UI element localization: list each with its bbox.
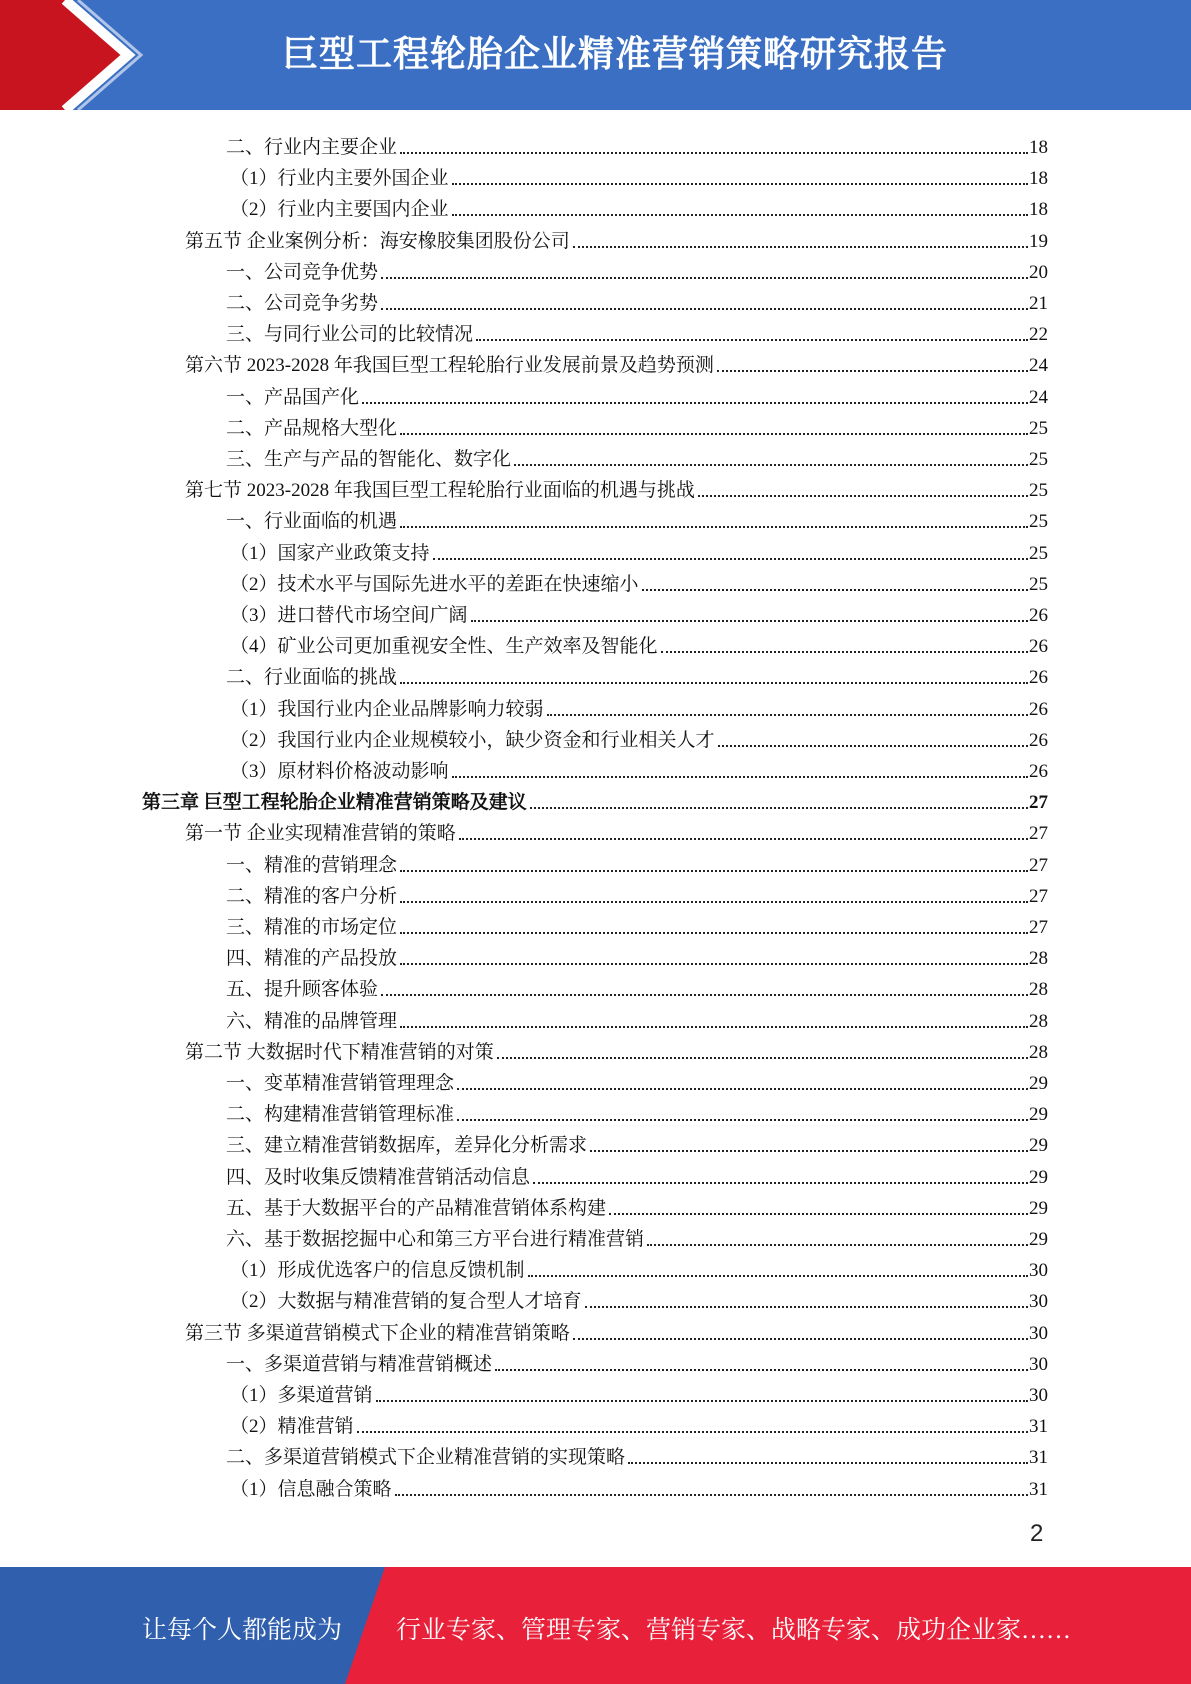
toc-entry-page: 29	[1029, 1229, 1048, 1250]
toc-entry[interactable]	[226, 1158, 1048, 1189]
toc-entry-page: 19	[1029, 230, 1048, 252]
toc-entry-page: 31	[1029, 1447, 1048, 1469]
toc-dot-leader	[376, 1400, 1028, 1402]
toc-entry-title: （3）原材料价格波动影响	[230, 761, 449, 782]
toc-entry-page: 18	[1029, 137, 1048, 158]
toc-dot-leader	[457, 1119, 1028, 1121]
toc-entry-title: 一、多渠道营销与精准营销概述	[226, 1353, 493, 1375]
toc-entry-page: 27	[1029, 885, 1048, 907]
toc-dot-leader	[476, 339, 1028, 341]
toc-dot-leader	[547, 714, 1028, 716]
toc-entry[interactable]	[185, 346, 1048, 377]
toc-entry-page: 28	[1029, 948, 1048, 970]
toc-entry[interactable]	[226, 1345, 1048, 1376]
toc-entry-title: 第三节 多渠道营销模式下企业的精准营销策略	[185, 1322, 570, 1344]
toc-entry-page: 25	[1029, 573, 1048, 595]
toc-dot-leader	[528, 1275, 1028, 1277]
report-title: 巨型工程轮胎企业精准营销策略研究报告	[282, 34, 949, 75]
toc-entry-title: （4）矿业公司更加重视安全性、生产效率及智能化	[230, 636, 658, 658]
toc-dot-leader	[433, 558, 1028, 560]
toc-entry-title: （1）形成优选客户的信息反馈机制	[230, 1260, 525, 1282]
toc-entry[interactable]	[230, 565, 1048, 596]
toc-entry-page: 18	[1029, 199, 1048, 221]
toc-dot-leader	[452, 776, 1028, 778]
toc-entry-page: 21	[1029, 293, 1048, 314]
page-header	[0, 0, 1191, 110]
toc-dot-leader	[400, 932, 1028, 934]
toc-entry-page: 29	[1029, 1197, 1048, 1219]
toc-entry-title: 三、生产与产品的智能化、数字化	[226, 449, 512, 470]
toc-entry-page: 25	[1029, 511, 1048, 533]
toc-dot-leader	[452, 214, 1028, 216]
toc-entry-page: 25	[1029, 449, 1048, 470]
toc-entry-page: 29	[1029, 1135, 1048, 1157]
toc-entry-page: 28	[1029, 979, 1048, 1001]
toc-entry-page: 27	[1029, 854, 1048, 876]
toc-entry[interactable]	[230, 1470, 1048, 1501]
toc-entry-page: 24	[1029, 355, 1048, 377]
toc-entry[interactable]	[226, 1002, 1048, 1033]
toc-dot-leader	[495, 1369, 1028, 1371]
toc-entry[interactable]	[230, 596, 1048, 627]
toc-entry-title: （2）大数据与精准营销的复合型人才培育	[230, 1291, 582, 1313]
toc-dot-leader	[642, 589, 1028, 591]
toc-entry-page: 27	[1029, 823, 1048, 845]
toc-entry-title: （1）信息融合策略	[230, 1478, 392, 1500]
toc-entry-page: 30	[1029, 1260, 1048, 1282]
toc-dot-leader	[533, 1182, 1028, 1184]
toc-entry[interactable]	[226, 1064, 1048, 1095]
toc-entry-title: 一、精准的营销理念	[226, 854, 398, 876]
toc-entry-page: 29	[1029, 1073, 1048, 1094]
toc-entry[interactable]	[226, 1126, 1048, 1157]
toc-entry[interactable]	[230, 534, 1048, 565]
toc-entry-page: 25	[1029, 542, 1048, 564]
toc-entry[interactable]	[185, 1314, 1048, 1345]
toc-entry-page: 24	[1029, 386, 1048, 408]
toc-entry-title: （1）多渠道营销	[230, 1385, 373, 1406]
toc-dot-leader	[400, 152, 1028, 154]
toc-entry[interactable]	[226, 877, 1048, 908]
toc-dot-leader	[573, 246, 1028, 248]
toc-entry-title: （2）精准营销	[230, 1416, 354, 1438]
toc-dot-leader	[647, 1244, 1028, 1246]
toc-entry-page: 31	[1029, 1478, 1048, 1500]
toc-entry-title: 二、产品规格大型化	[226, 417, 398, 439]
toc-entry-page: 29	[1029, 1166, 1048, 1188]
toc-entry-title: 第二节 大数据时代下精准营销的对策	[185, 1041, 494, 1063]
toc-entry-title: 五、基于大数据平台的产品精准营销体系构建	[226, 1197, 607, 1219]
footer-slogan-left: 让每个人都能成为	[142, 1617, 343, 1644]
toc-dot-leader	[609, 1213, 1028, 1215]
toc-dot-leader	[400, 870, 1028, 872]
toc-dot-leader	[400, 682, 1028, 684]
toc-entry-title: 二、公司竞争劣势	[226, 293, 379, 314]
toc-entry-title: 一、行业面临的机遇	[226, 511, 398, 533]
toc-entry[interactable]	[230, 752, 1048, 783]
toc-dot-leader	[457, 1088, 1028, 1090]
toc-entry-title: （1）国家产业政策支持	[230, 542, 430, 564]
toc-entry[interactable]	[226, 253, 1048, 284]
toc-entry-title: 五、提升顾客体验	[226, 979, 379, 1001]
toc-entry-page: 26	[1029, 667, 1048, 689]
toc-entry-title: 三、建立精准营销数据库，差异化分析需求	[226, 1135, 588, 1157]
toc-dot-leader	[395, 1494, 1028, 1496]
toc-entry-title: 第六节 2023-2028 年我国巨型工程轮胎行业发展前景及趋势预测	[185, 355, 714, 377]
toc-entry[interactable]	[226, 908, 1048, 939]
toc-dot-leader	[718, 745, 1028, 747]
toc-entry[interactable]	[142, 783, 1048, 814]
toc-entry[interactable]	[230, 690, 1048, 721]
toc-dot-leader	[661, 651, 1028, 653]
toc-dot-leader	[717, 370, 1028, 372]
toc-entry-page: 30	[1029, 1322, 1048, 1344]
toc-entry-title: 第七节 2023-2028 年我国巨型工程轮胎行业面临的机遇与挑战	[185, 480, 695, 502]
toc-dot-leader	[514, 464, 1028, 466]
toc-dot-leader	[459, 838, 1028, 840]
toc-entry[interactable]	[226, 1438, 1048, 1469]
toc-entry[interactable]	[185, 814, 1048, 845]
toc-entry[interactable]	[226, 440, 1048, 471]
toc-entry[interactable]	[226, 315, 1048, 346]
toc-entry-title: 一、公司竞争优势	[226, 261, 379, 283]
toc-dot-leader	[585, 1306, 1028, 1308]
toc-entry-title: 一、产品国产化	[226, 386, 360, 408]
toc-entry-page: 26	[1029, 729, 1048, 751]
toc-entry-title: （2）行业内主要国内企业	[230, 199, 449, 221]
toc-entry-title: 二、行业面临的挑战	[226, 667, 398, 689]
toc-dot-leader	[573, 1338, 1028, 1340]
toc-entry-page: 26	[1029, 636, 1048, 658]
toc-entry[interactable]	[185, 222, 1048, 253]
toc-entry[interactable]	[230, 190, 1048, 221]
toc-entry-page: 30	[1029, 1291, 1048, 1313]
toc-dot-leader	[381, 308, 1028, 310]
toc-entry-page: 26	[1029, 698, 1048, 720]
toc-entry[interactable]	[230, 1251, 1048, 1282]
toc-entry-title: （1）我国行业内企业品牌影响力较弱	[230, 698, 544, 720]
toc-entry-page: 20	[1029, 261, 1048, 283]
toc-dot-leader	[628, 1462, 1028, 1464]
toc-entry-title: 三、精准的市场定位	[226, 917, 398, 938]
toc-entry-title: 第三章 巨型工程轮胎企业精准营销策略及建议	[142, 792, 527, 814]
toc-entry-page: 31	[1029, 1416, 1048, 1438]
toc-dot-leader	[590, 1150, 1028, 1152]
toc-entry-page: 29	[1029, 1104, 1048, 1126]
page-footer	[0, 1567, 1191, 1684]
toc-dot-leader	[400, 901, 1028, 903]
toc-entry-title: 一、变革精准营销管理理念	[226, 1073, 455, 1094]
toc-entry-page: 26	[1029, 761, 1048, 782]
toc-entry-page: 30	[1029, 1353, 1048, 1375]
toc-entry-title: 四、精准的产品投放	[226, 948, 398, 970]
toc-entry[interactable]	[226, 502, 1048, 533]
toc-entry[interactable]	[226, 1189, 1048, 1220]
toc-entry[interactable]	[226, 1220, 1048, 1251]
toc-dot-leader	[400, 1026, 1028, 1028]
toc-entry-page: 27	[1029, 792, 1048, 814]
toc-entry-page: 22	[1029, 324, 1048, 346]
toc-entry[interactable]	[230, 627, 1048, 658]
toc-entry[interactable]	[226, 939, 1048, 970]
toc-dot-leader	[698, 495, 1028, 497]
toc-dot-leader	[400, 433, 1028, 435]
toc-entry-title: 三、与同行业公司的比较情况	[226, 324, 474, 346]
toc-entry[interactable]	[226, 1095, 1048, 1126]
toc-dot-leader	[497, 1057, 1028, 1059]
toc-entry[interactable]	[230, 159, 1048, 190]
toc-entry[interactable]	[226, 128, 1048, 159]
toc-entry-title: 二、行业内主要企业	[226, 137, 398, 158]
toc-entry-title: 四、及时收集反馈精准营销活动信息	[226, 1166, 531, 1188]
toc-entry[interactable]	[230, 1407, 1048, 1438]
toc-dot-leader	[381, 994, 1028, 996]
toc-entry[interactable]	[226, 846, 1048, 877]
toc-entry[interactable]	[230, 1282, 1048, 1313]
toc-entry-title: （3）进口替代市场空间广阔	[230, 605, 468, 626]
toc-entry[interactable]	[185, 471, 1048, 502]
toc-entry-title: （2）我国行业内企业规模较小，缺少资金和行业相关人才	[230, 729, 715, 751]
toc-entry-page: 26	[1029, 605, 1048, 626]
toc-entry[interactable]	[226, 970, 1048, 1001]
toc-entry-title: 六、基于数据挖掘中心和第三方平台进行精准营销	[226, 1229, 645, 1250]
toc-dot-leader	[400, 526, 1028, 528]
toc-entry-title: （2）技术水平与国际先进水平的差距在快速缩小	[230, 573, 639, 595]
toc-entry[interactable]	[226, 284, 1048, 315]
toc-entry-page: 25	[1029, 480, 1048, 502]
footer-slogan-right: 行业专家、管理专家、营销专家、战略专家、成功企业家……	[396, 1617, 1072, 1644]
toc-entry[interactable]	[226, 378, 1048, 409]
toc-entry-title: 第五节 企业案例分析：海安橡胶集团股份公司	[185, 230, 570, 252]
toc-dot-leader	[381, 277, 1028, 279]
toc-entry-page: 25	[1029, 417, 1048, 439]
toc-dot-leader	[362, 402, 1028, 404]
toc-entry-page: 27	[1029, 917, 1048, 938]
toc-entry-title: 六、精准的品牌管理	[226, 1010, 398, 1032]
toc-dot-leader	[400, 963, 1028, 965]
toc-dot-leader	[357, 1431, 1028, 1433]
toc-dot-leader	[471, 620, 1028, 622]
page-number: 2	[1030, 1520, 1044, 1547]
toc-dot-leader	[452, 183, 1028, 185]
toc-entry-title: 二、多渠道营销模式下企业精准营销的实现策略	[226, 1447, 626, 1469]
toc-entry[interactable]	[185, 1033, 1048, 1064]
toc-dot-leader	[530, 807, 1028, 809]
toc-entry[interactable]	[230, 721, 1048, 752]
toc-entry-page: 30	[1029, 1385, 1048, 1406]
toc-entry-page: 28	[1029, 1041, 1048, 1063]
toc-entry[interactable]	[226, 409, 1048, 440]
toc-entry-title: 二、精准的客户分析	[226, 885, 398, 907]
toc-entry-title: 二、构建精准营销管理标准	[226, 1104, 455, 1126]
toc-entry-page: 18	[1029, 168, 1048, 190]
toc-entry[interactable]	[230, 1376, 1048, 1407]
toc-entry-title: （1）行业内主要外国企业	[230, 168, 449, 190]
toc-entry[interactable]	[226, 658, 1048, 689]
toc-entry-page: 28	[1029, 1010, 1048, 1032]
toc-entry-title: 第一节 企业实现精准营销的策略	[185, 823, 456, 845]
